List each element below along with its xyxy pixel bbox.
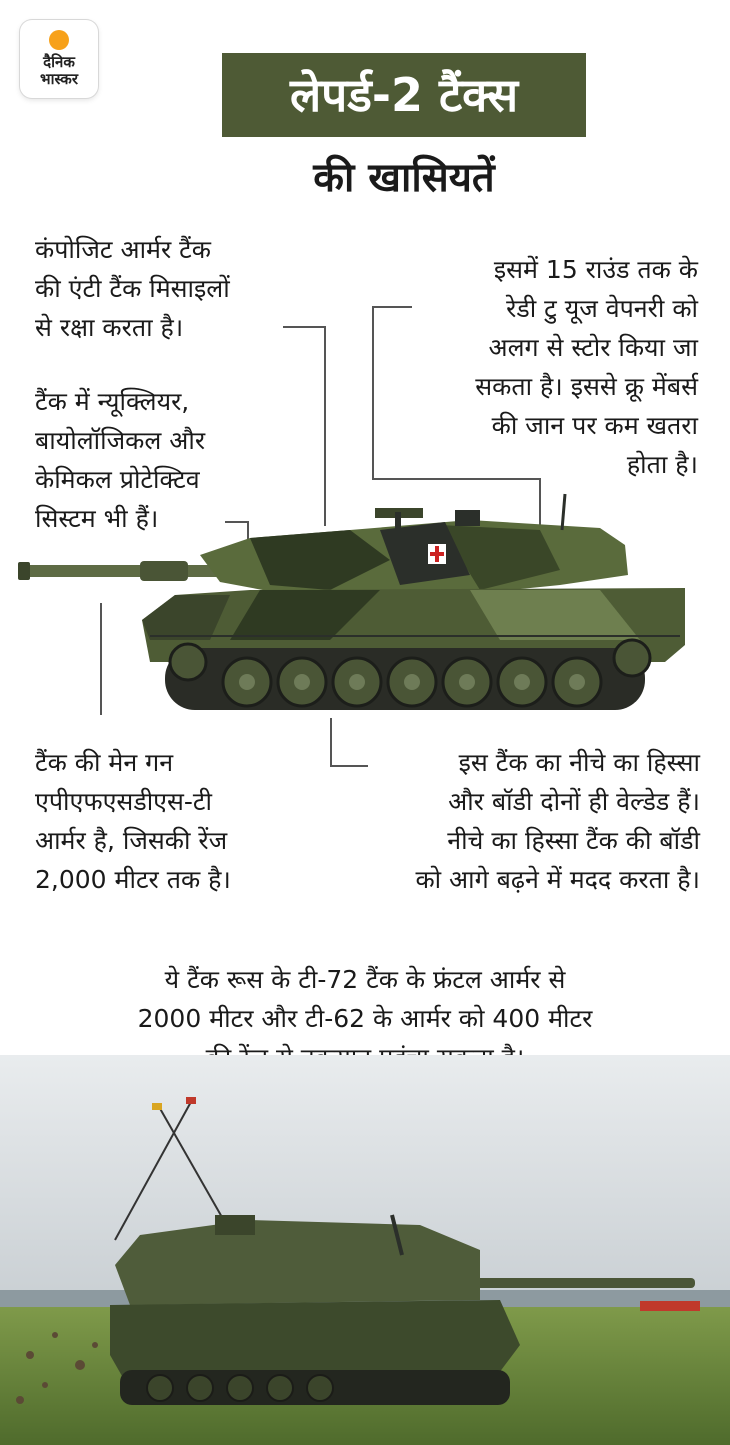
road-wheel <box>267 1375 293 1401</box>
callout-hull-line: नीचे का हिस्सा टैंक की बॉडी <box>447 826 700 855</box>
callout-nbc-line: टैंक में न्यूक्लियर, <box>35 387 190 416</box>
road-wheel <box>307 1375 333 1401</box>
brand-line1: दैनिक <box>43 53 75 71</box>
page-title: लेपर्ड-2 टैंक्स <box>222 53 586 137</box>
callout-gun-line: आर्मर है, जिसकी रेंज <box>35 826 228 855</box>
page-subtitle: की खासियतें <box>313 155 495 201</box>
leader-line <box>372 478 540 480</box>
sprocket-wheel <box>614 640 650 676</box>
brand-line2: भास्कर <box>40 70 78 88</box>
sun-logo-icon <box>49 30 69 50</box>
flag-icon <box>152 1103 162 1110</box>
callout-nbc-line: सिस्टम भी हैं। <box>35 504 159 533</box>
commander-sight <box>215 1215 255 1235</box>
callout-rounds-line: अलग से स्टोर किया जा <box>488 333 698 362</box>
callout-gun-line: एपीएफएसडीएस-टी <box>35 787 212 816</box>
leader-line <box>100 603 102 715</box>
callout-nbc-line: केमिकल प्रोटेक्टिव <box>35 465 200 494</box>
callout-rounds <box>380 250 698 484</box>
antenna <box>562 494 565 530</box>
callout-hull-line: इस टैंक का नीचे का हिस्सा <box>458 748 700 777</box>
callout-armor-line: कंपोजिट आर्मर टैंक <box>35 235 211 264</box>
distant-buildings <box>640 1301 700 1311</box>
callout-rounds-line: रेडी टु यूज वेपनरी को <box>506 294 698 323</box>
callout-hull-line: और बॉडी दोनों ही वेल्डेड हैं। <box>448 787 700 816</box>
turret <box>115 1220 480 1305</box>
leader-line <box>372 306 374 478</box>
sight-housing <box>455 510 480 526</box>
leader-line <box>283 326 326 328</box>
main-gun-barrel <box>470 1278 695 1288</box>
brand-logo <box>20 20 98 98</box>
fume-extractor <box>140 561 188 581</box>
road-wheel <box>227 1375 253 1401</box>
tank-photo <box>0 1055 730 1445</box>
callout-gun <box>35 743 231 899</box>
footer-line: ये टैंक रूस के टी-72 टैंक के फ्रंटल आर्मर से <box>164 965 566 994</box>
leader-line <box>372 306 412 308</box>
muzzle <box>18 562 30 580</box>
callout-rounds-line: होता है। <box>626 450 698 479</box>
callout-armor-line: से रक्षा करता है। <box>35 313 184 342</box>
callout-armor-line: की एंटी टैंक मिसाइलों <box>35 274 230 303</box>
callout-nbc-line: बायोलॉजिकल और <box>35 426 206 455</box>
callout-hull <box>320 743 700 899</box>
flag-icon <box>186 1097 196 1104</box>
callout-hull-line: को आगे बढ़ने में मदद करता है। <box>415 865 700 894</box>
callout-rounds-line: की जान पर कम खतरा <box>491 411 698 440</box>
callout-armor <box>35 230 230 347</box>
callout-rounds-line: इसमें 15 राउंड तक के <box>493 255 698 284</box>
callout-gun-line: टैंक की मेन गन <box>35 748 174 777</box>
callout-rounds-line: सकता है। इससे क्रू मेंबर्स <box>475 372 698 401</box>
callout-gun-line: 2,000 मीटर तक है। <box>35 865 231 894</box>
road-wheel <box>147 1375 173 1401</box>
footer-line: 2000 मीटर और टी-62 के आर्मर को 400 मीटर <box>137 1004 593 1033</box>
idler-wheel <box>170 644 206 680</box>
mg-mount <box>395 512 401 532</box>
road-wheel <box>187 1375 213 1401</box>
tank-illustration <box>0 490 730 725</box>
